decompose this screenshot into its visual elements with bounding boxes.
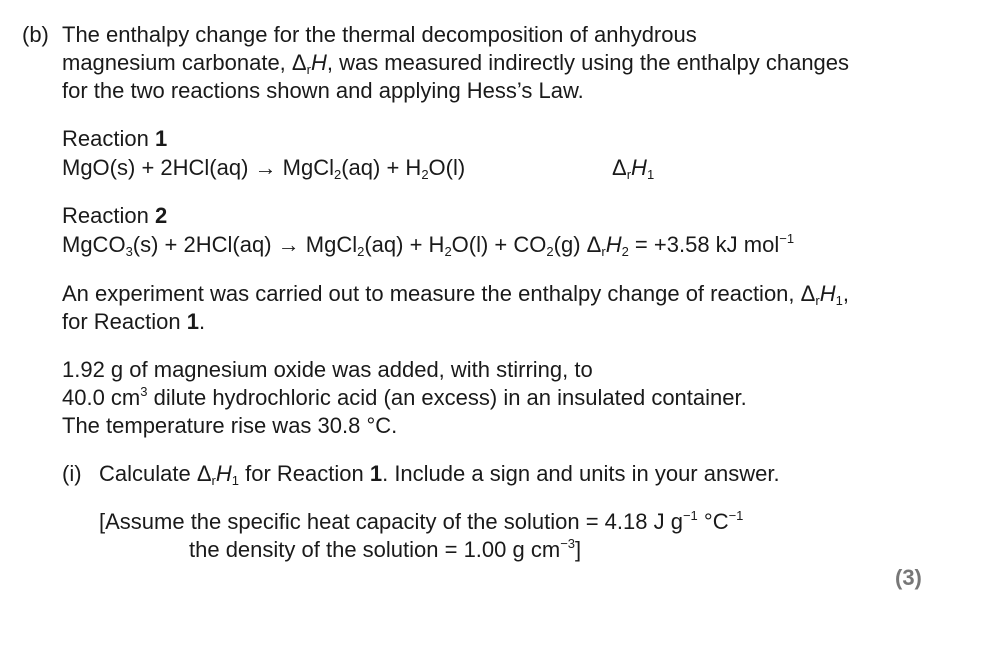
- data-line-3: The temperature rise was 30.8 °C.: [62, 413, 398, 438]
- reaction-2-heading: Reaction 2: [62, 203, 168, 228]
- reaction-1-heading: Reaction 1: [62, 126, 168, 151]
- experiment-line-2: for Reaction 1.: [62, 309, 206, 334]
- part-label: (b): [22, 22, 49, 47]
- assume-line-2: the density of the solution = 1.00 g $cm^{-3}$]: [189, 536, 582, 562]
- experiment-line-1: An experiment was carried out to measure the enthalpy change of reaction, $\Delta_rH_1$,: [62, 281, 849, 308]
- reaction-1-enthalpy: $\Delta_rH_1$: [612, 155, 655, 182]
- intro-line-2: magnesium carbonate, $\Delta_rH$, was measured indirectly using the enthalpy changes: [62, 50, 850, 77]
- intro-line-1: The enthalpy change for the thermal decomposition of anhydrous: [62, 22, 697, 47]
- question-label: (i): [62, 461, 82, 486]
- question-text: Calculate $\Delta_rH_1$ for Reaction 1. Include a sign and units in your answer.: [99, 461, 780, 488]
- data-line-1: 1.92 g of magnesium oxide was added, with stirring, to: [62, 357, 593, 382]
- assume-line-1: [Assume the specific heat capacity of the solution = 4.18 J $g^{-1}$ $^\circ C^{-1}$: [99, 508, 744, 534]
- marks-indicator: (3): [895, 565, 922, 590]
- reaction-2-equation: MgCO$_3$(s) + 2HCl(aq) → MgCl$_2$(aq) + $H_2O(l) + CO_2(g) \Delta_rH_2 = +3.58$ kJ mol$^{-1}$: [62, 231, 795, 259]
- reaction-1-equation: MgO(s) + 2HCl(aq) → MgCl$_2$(aq) + $H_2O(l)$: [62, 155, 466, 182]
- data-line-2: 40.0 $cm^3$ dilute hydrochloric acid (an excess) in an insulated container.: [62, 384, 747, 410]
- intro-line-3: for the two reactions shown and applying Hess’s Law.: [62, 78, 584, 103]
